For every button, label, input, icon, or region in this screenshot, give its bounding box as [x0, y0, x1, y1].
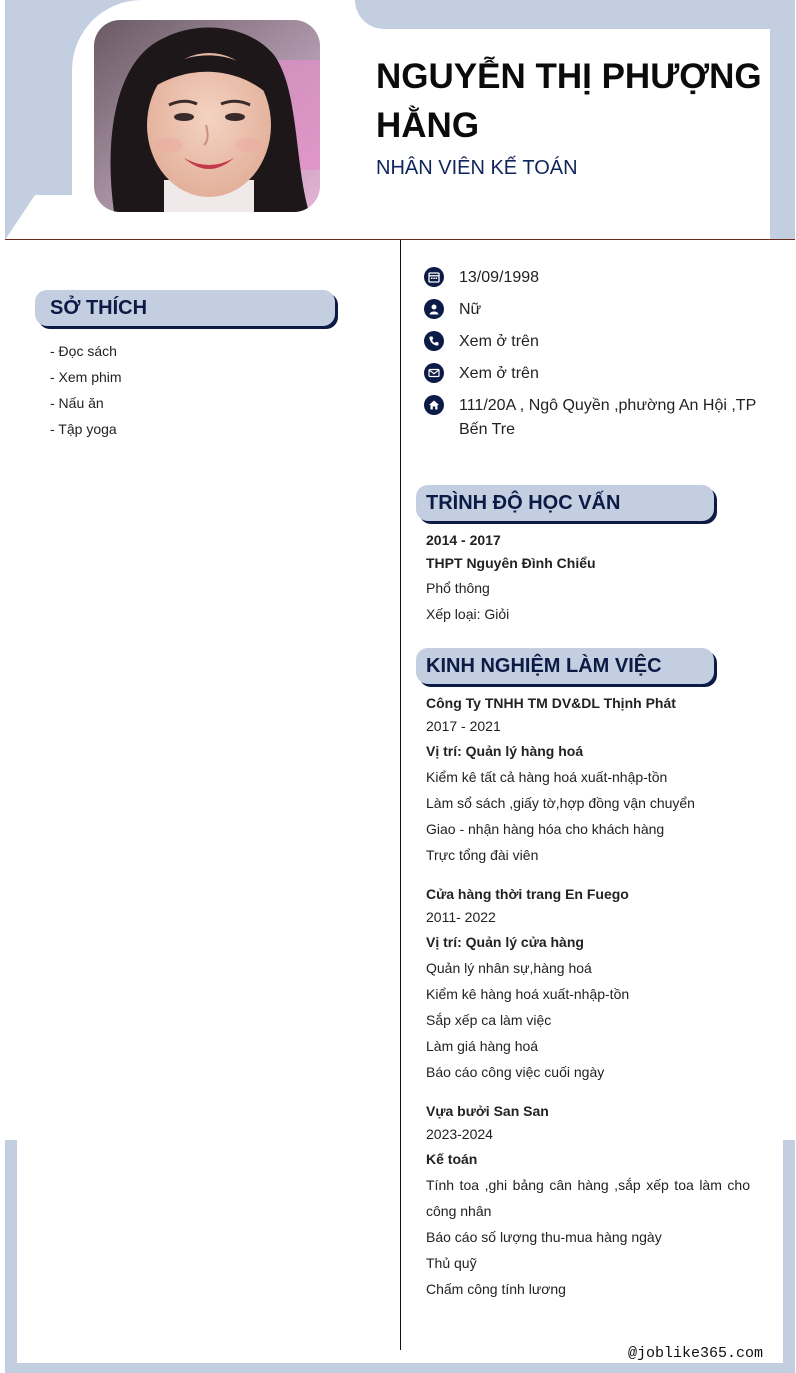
- contact-address: [424, 394, 759, 442]
- profile-photo: [94, 20, 320, 212]
- job-entry: [426, 883, 750, 1085]
- frame-bottom: [5, 1363, 795, 1373]
- address-text: 111/20A , Ngô Quyền ,phường An Hội ,TP Bến Tre: [459, 397, 756, 438]
- education-block: [426, 529, 750, 627]
- hobbies-title: SỞ THÍCH: [50, 296, 148, 319]
- job-duty: Tính toa ,ghi bảng cân hàng ,sắp xếp toa làm cho công nhân: [426, 1177, 750, 1219]
- education-line: Xếp loại: Giỏi: [426, 606, 510, 622]
- frame-right: [783, 1140, 795, 1373]
- job-title: NHÂN VIÊN KẾ TOÁN: [376, 157, 578, 179]
- experience-heading: [416, 648, 714, 684]
- header-corner: [5, 195, 75, 240]
- job-duty: Chấm công tính lương: [426, 1281, 566, 1297]
- home-icon: [424, 395, 444, 415]
- phone-icon: [424, 331, 444, 351]
- education-title: TRÌNH ĐỘ HỌC VẤN: [426, 491, 621, 514]
- email-text: Xem ở trên: [459, 365, 539, 382]
- job-duty: Kiểm kê hàng hoá xuất-nhập-tồn: [426, 986, 630, 1002]
- user-icon: [424, 299, 444, 319]
- job-duty: Giao - nhận hàng hóa cho khách hàng: [426, 821, 665, 837]
- job-duty: Kiểm kê tất cả hàng hoá xuất-nhập-tồn: [426, 769, 668, 785]
- job-duty: Thủ quỹ: [426, 1255, 477, 1271]
- frame-left: [5, 1140, 17, 1373]
- job-duty: Quản lý nhân sự,hàng hoá: [426, 960, 592, 976]
- job-duty: Làm giá hàng hoá: [426, 1038, 539, 1054]
- job-position: Vị trí: Quản lý hàng hoá: [426, 743, 584, 759]
- watermark-text: @joblike365.com: [628, 1345, 764, 1362]
- birthday-text: 13/09/1998: [459, 269, 540, 286]
- education-heading: [416, 485, 714, 521]
- contact-phone: [424, 330, 759, 354]
- header-notch: [355, 0, 795, 29]
- mail-icon: [424, 363, 444, 383]
- job-period: 2011- 2022: [426, 909, 496, 925]
- job-entry: [426, 1100, 750, 1302]
- job-duty: Báo cáo công việc cuối ngày: [426, 1064, 605, 1080]
- contact-email: [424, 362, 759, 386]
- hobby-item: - Tập yoga: [50, 421, 117, 437]
- contact-birthday: [424, 266, 759, 290]
- job-duty: Làm sổ sách ,giấy tờ,hợp đồng vận chuyển: [426, 795, 695, 811]
- contact-gender: [424, 298, 759, 322]
- column-divider: [400, 240, 401, 1350]
- job-entry: [426, 692, 750, 868]
- candidate-name: NGUYỄN THỊ PHƯỢNG HẰNG: [376, 57, 762, 145]
- phone-text: Xem ở trên: [459, 333, 539, 350]
- job-duty: Sắp xếp ca làm việc: [426, 1012, 552, 1028]
- hobbies-list: [50, 338, 122, 442]
- job-company: Công Ty TNHH TM DV&DL Thịnh Phát: [426, 695, 676, 711]
- job-duty: Trực tổng đài viên: [426, 847, 539, 863]
- hobby-item: - Đọc sách: [50, 343, 117, 359]
- experience-title: KINH NGHIỆM LÀM VIỆC: [426, 654, 662, 677]
- gender-text: Nữ: [459, 301, 482, 318]
- job-duty: Báo cáo số lượng thu-mua hàng ngày: [426, 1229, 662, 1245]
- calendar-icon: [424, 267, 444, 287]
- job-period: 2023-2024: [426, 1126, 493, 1142]
- hobby-item: - Nấu ăn: [50, 395, 104, 411]
- job-position: Kế toán: [426, 1151, 478, 1167]
- hobby-item: - Xem phim: [50, 369, 122, 385]
- job-company: Cửa hàng thời trang En Fuego: [426, 886, 629, 902]
- job-company: Vựa bưởi San San: [426, 1103, 549, 1119]
- education-line: Phổ thông: [426, 580, 490, 596]
- education-school: THPT Nguyên Đình Chiểu: [426, 555, 596, 571]
- job-position: Vị trí: Quản lý cửa hàng: [426, 934, 584, 950]
- education-period: 2014 - 2017: [426, 532, 501, 548]
- job-period: 2017 - 2021: [426, 718, 501, 734]
- hobbies-heading: [35, 290, 335, 326]
